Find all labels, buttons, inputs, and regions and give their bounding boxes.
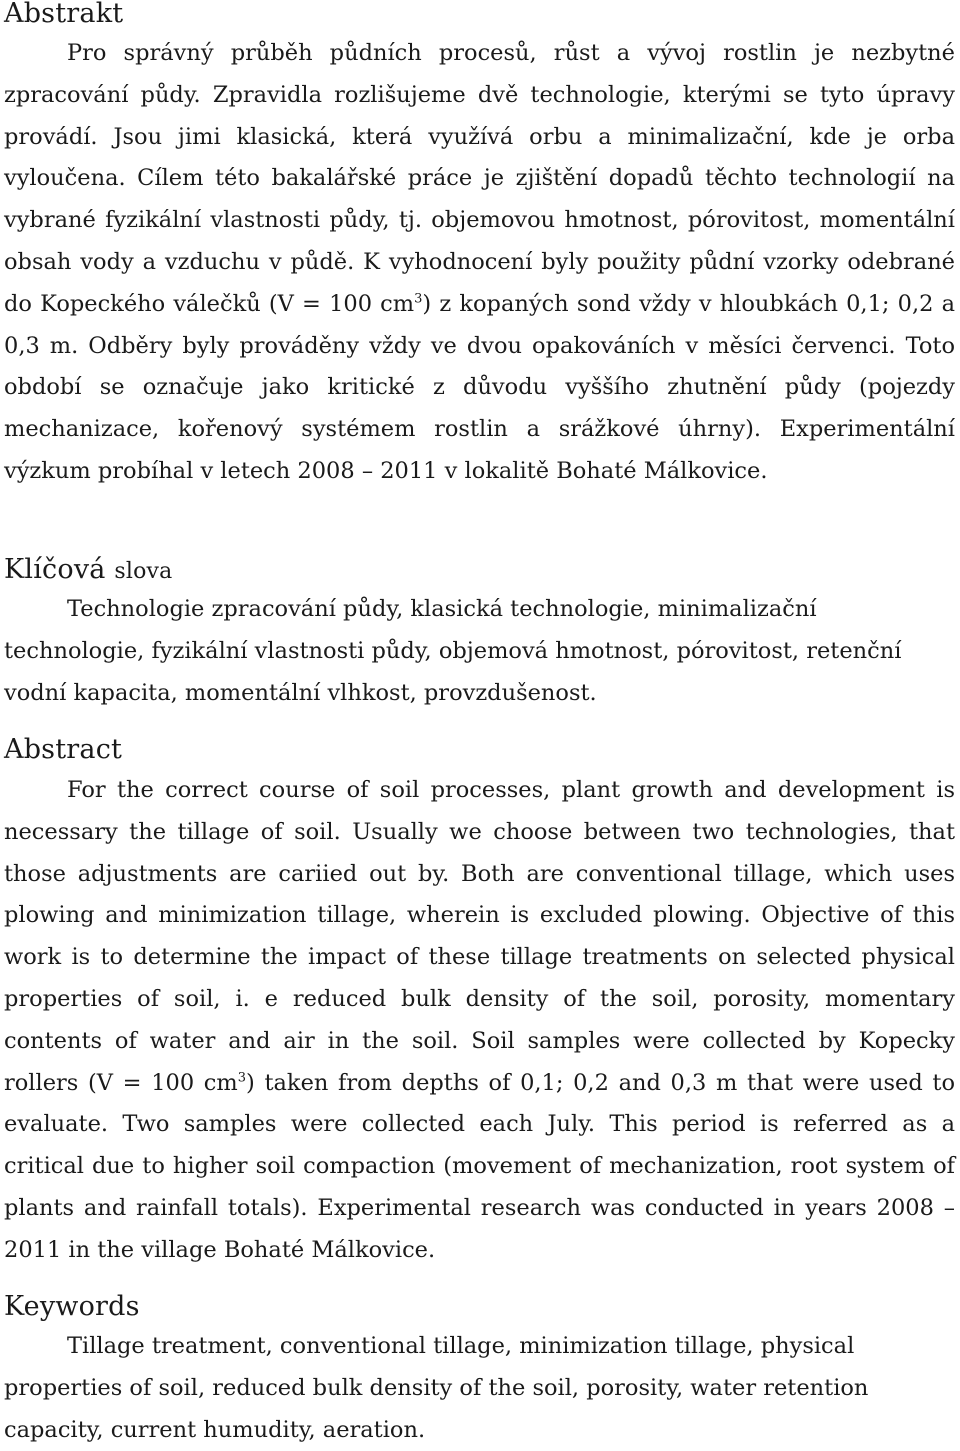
english-abstract-text-1: For the correct course of soil processes, plant growth and development is necessary the tillage of soil. Usually we choose between two technologies, that those adjustments are cariied out by. Both are conventional tillage, which uses plowing and minimization tillage, wherein is excluded plowing. Objective of this work is to determine the impact of these tillage treatments on selected physical properties of soil, i. e reduced bulk density of the soil, porosity, momentary contents of water and air in the soil. Soil samples were collected by Kopecky rollers (V = 100 cm [4,777,955,1096]
english-keywords-heading: Keywords [4,1291,140,1322]
english-abstract-heading: Abstract [4,734,123,765]
czech-keywords-heading-main: Klíčová [4,554,106,585]
czech-abstract-paragraph [4,33,955,493]
czech-abstract-text-1: Pro správný průběh půdních procesů, růst a vývoj rostlin je nezbytné zpracování půdy. Zpravidla rozlišujeme dvě technologie, kterými se tyto úpravy provádí. Jsou jimi klasická, která využívá orbu a minimalizační, kde je orba vyloučena. Cílem této bakalářské práce je zjištění dopadů těchto technologií na vybrané fyzikální vlastnosti půdy, tj. objemovou hmotnost, pórovitost, momentální obsah vody a vzduchu v půdě. K vyhodnocení byly použity půdní vzorky odebrané do Kopeckého válečků (V = 100 cm [4,40,955,317]
czech-keywords-heading [4,554,173,585]
english-abstract-text-2: ) taken from depths of 0,1; 0,2 and 0,3 m that were used to evaluate. Two samples were collected each July. This period is referred as a critical due to higher soil compaction (movement of mechanization, root system of plants and rainfall totals). Experimental research was conducted in years 2008 – 2011 in the village Bohaté Málkovice. [4,1069,955,1263]
english-abstract-superscript: 3 [237,1070,247,1086]
czech-abstract-text-2: ) z kopaných sond vždy v hloubkách 0,1; 0,2 a 0,3 m. Odběry byly prováděny vždy ve dvou opakováních v měsíci červenci. Toto období se označuje jako kritické z důvodu vyššího zhutnění půdy (pojezdy mechanizace, kořenový systémem rostlin a srážkové úhrny). Experimentální výzkum probíhal v letech 2008 – 2011 v lokalitě Bohaté Málkovice. [4,290,956,484]
czech-abstract-heading: Abstrakt [4,0,124,29]
english-abstract-paragraph [4,770,955,1272]
english-keywords-paragraph: Tillage treatment, conventional tillage, minimization tillage, physical properties of soil, reduced bulk density of the soil, porosity, water retention capacity, current humudity, aeration. [4,1333,869,1443]
czech-keywords-heading-sub: slova [114,559,173,584]
czech-keywords-paragraph: Technologie zpracování půdy, klasická technologie, minimalizační technologie, fyzikální vlastnosti půdy, objemová hmotnost, pórovitost, retenční vodní kapacita, momentální vlhkost, provzdušenost. [4,596,902,706]
czech-abstract-superscript: 3 [414,291,423,307]
